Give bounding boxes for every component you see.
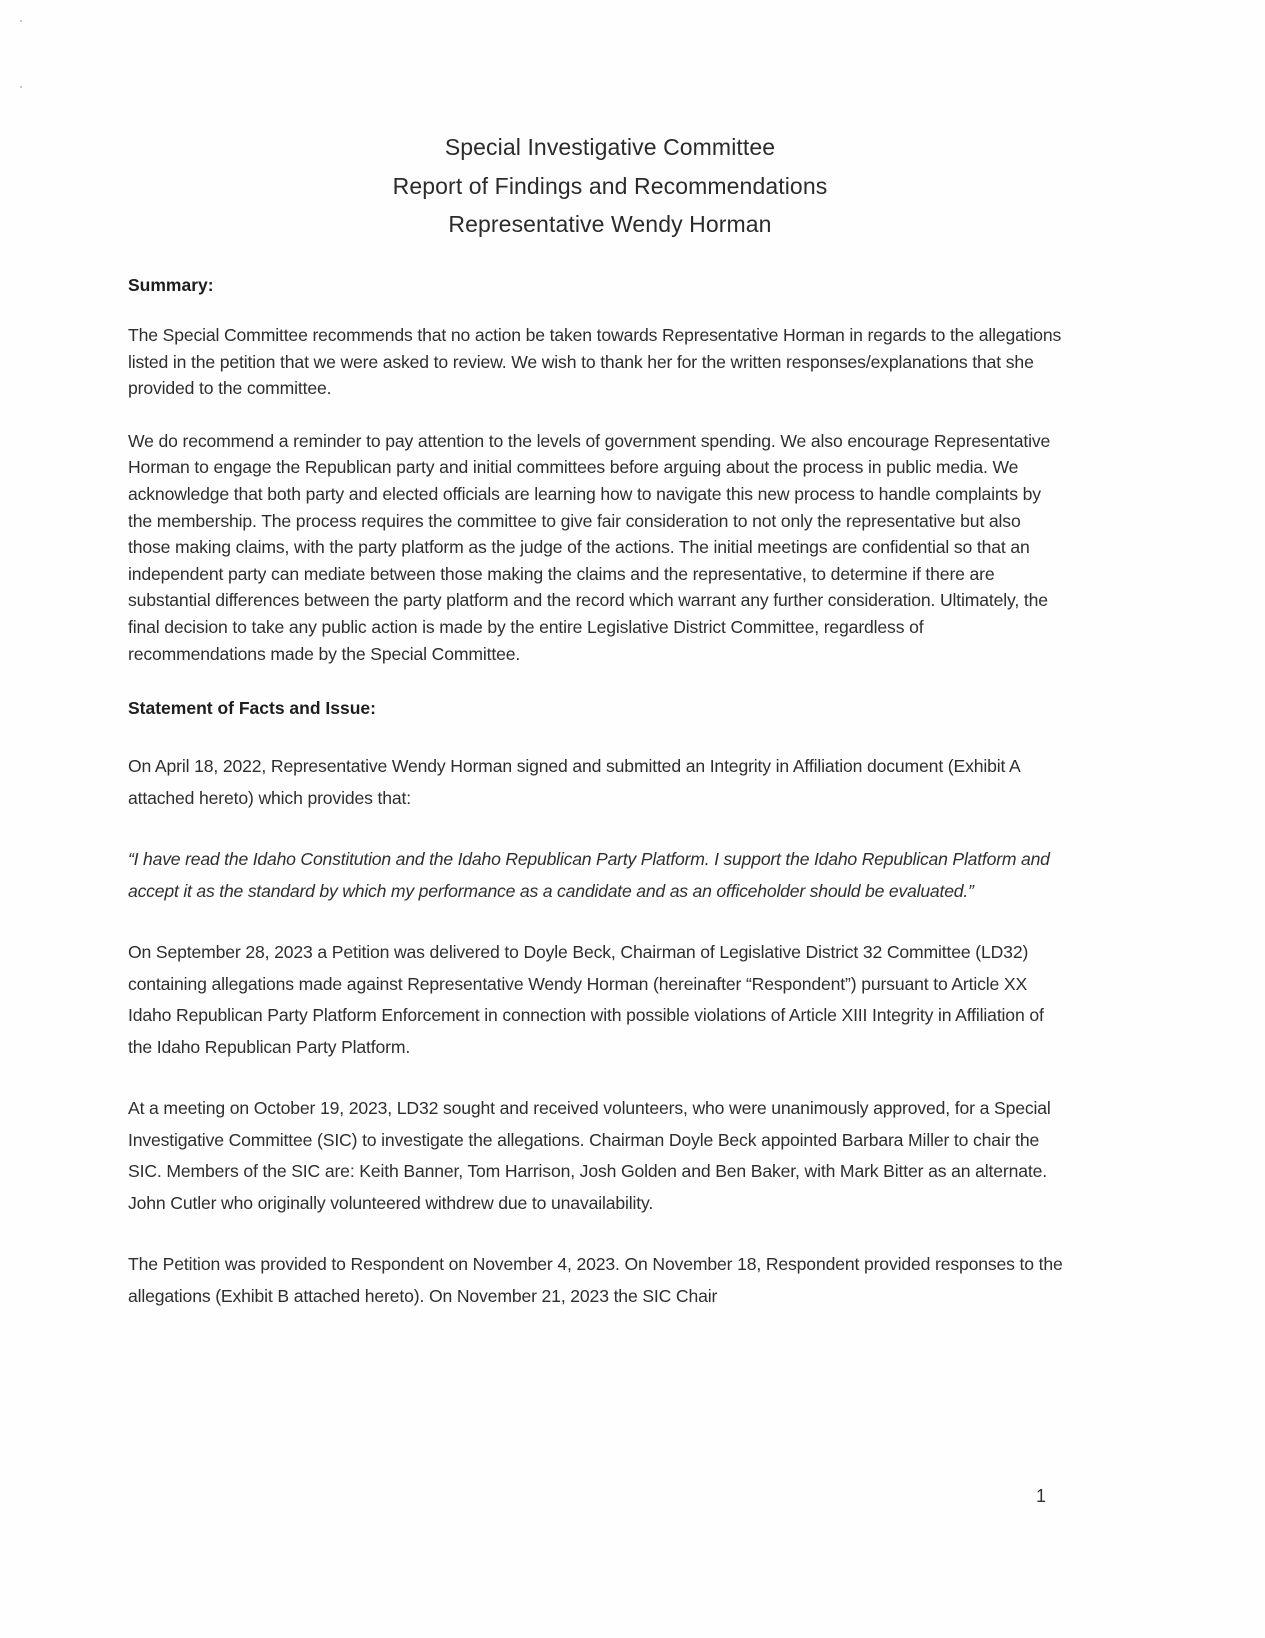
document-title <box>0 128 1220 244</box>
facts-intro: On April 18, 2022, Representative Wendy Horman signed and submitted an Integrity in Affiliation document (Exhibit A attached hereto) which provides that: <box>128 756 1020 808</box>
title-line-3: Representative Wendy Horman <box>448 211 772 237</box>
title-line-1: Special Investigative Committee <box>444 134 776 160</box>
facts-paragraph-responses: The Petition was provided to Respondent on November 4, 2023. On November 18, Respondent provided responses to the allegations (Exhibit B attached hereto). On November 21, 2023 the SIC Chair <box>128 1254 1063 1306</box>
facts-paragraph-committee: At a meeting on October 19, 2023, LD32 sought and received volunteers, who were unanimously approved, for a Special Investigative Committee (SIC) to investigate the allegations. Chairman Doyle Beck appointed Barbara Miller to chair the SIC. Members of the SIC are: Keith Banner, Tom Harrison, Josh Golden and Ben Baker, with Mark Bitter as an alternate. John Cutler who originally volunteered withdrew due to unavailability. <box>128 1098 1051 1213</box>
summary-heading: Summary: <box>128 275 214 295</box>
summary-paragraph-1: The Special Committee recommends that no action be taken towards Representative Horman in regards to the allegations listed in the petition that we were asked to review. We wish to thank her for the written responses/explanations that she provided to the committee. <box>128 325 1062 399</box>
page-number: 1 <box>1036 1486 1047 1506</box>
scan-speck <box>20 20 22 22</box>
facts-paragraph-petition: On September 28, 2023 a Petition was delivered to Doyle Beck, Chairman of Legislative District 32 Committee (LD32) containing allegations made against Representative Wendy Horman (hereinafter “Respondent”) pursuant to Article XX Idaho Republican Party Platform Enforcement in connection with possible violations of Article XIII Integrity in Affiliation of the Idaho Republican Party Platform. <box>128 942 1044 1057</box>
integrity-quote: “I have read the Idaho Constitution and the Idaho Republican Party Platform. I support the Idaho Republican Platform and accept it as the standard by which my performance as a candidate and as an officeholder should be evaluated.” <box>128 849 1050 901</box>
title-line-2: Report of Findings and Recommendations <box>392 172 828 199</box>
scan-speck <box>20 86 22 88</box>
document-body <box>128 272 1063 1312</box>
summary-paragraph-2: We do recommend a reminder to pay attention to the levels of government spending. We also encourage Representative Horman to engage the Republican party and initial committees before arguing about the process in public media. We acknowledge that both party and elected officials are learning how to navigate this new process to handle complaints by the membership. The process requires the committee to give fair consideration to not only the representative but also those making claims, with the party platform as the judge of the actions. The initial meetings are confidential so that an independent party can mediate between those making the claims and the representative, to determine if there are substantial differences between the party platform and the record which warrant any further consideration. Ultimately, the final decision to take any public action is made by the entire Legislative District Committee, regardless of recommendations made by the Special Committee. <box>128 430 1051 664</box>
facts-heading: Statement of Facts and Issue: <box>128 698 376 719</box>
